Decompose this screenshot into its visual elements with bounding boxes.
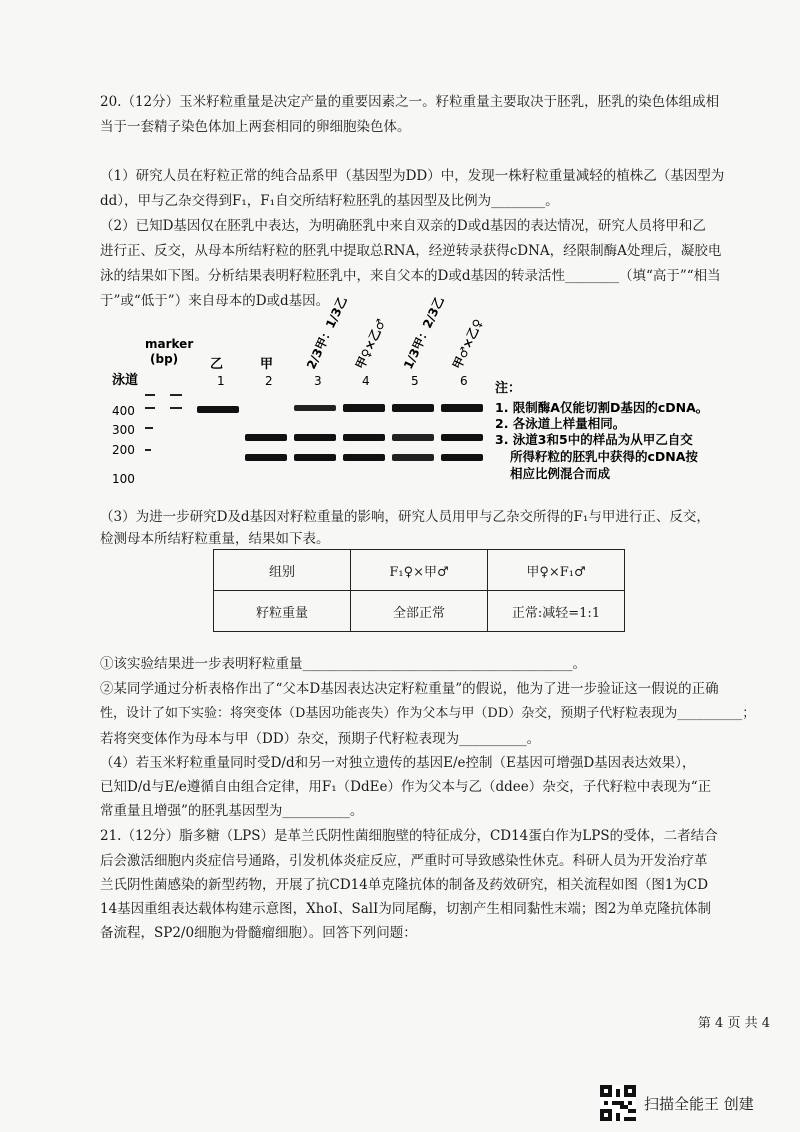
- lane-name-2: 甲: [260, 357, 274, 372]
- scanner-text: 扫描全能王 创建: [644, 1094, 754, 1113]
- marker-band: [145, 427, 153, 429]
- lane-number-1: 1: [217, 374, 225, 388]
- q20-line5: （2）已知D基因仅在胚乳中表达，为明确胚乳中来自双亲的D或d基因的表达情况，研究人员将甲和乙: [100, 218, 706, 234]
- gel-electrophoresis-figure: [100, 288, 740, 498]
- q21-line4: 14基因重组表达载体构建示意图，XhoI、SalI为同尾酶，切割产生相同黏性末端；图2为单克隆抗体制: [100, 901, 711, 917]
- size-400: 400: [112, 404, 135, 418]
- table-cell: 全部正常: [351, 591, 488, 632]
- marker-band: [145, 394, 155, 396]
- qr-code-icon: [600, 1085, 636, 1121]
- table-cell: 正常:减轻=1:1: [488, 591, 625, 632]
- gel-band: [294, 405, 336, 411]
- bp-label: (bp): [150, 352, 179, 366]
- scanner-watermark: [600, 1085, 754, 1121]
- gel-band: [245, 434, 287, 441]
- q20-line2: 当于一套精子染色体加上两套相同的卵细胞染色体。: [100, 119, 411, 135]
- table-header: 甲♀×F₁♂: [488, 550, 625, 591]
- gel-band: [245, 454, 287, 461]
- table-row: [214, 550, 625, 591]
- note-5: 相应比例混合而成: [510, 466, 611, 481]
- lane-number-6: 6: [460, 374, 468, 388]
- q20-line8: 于”或“低于”）来自母本的D或d基因。: [100, 293, 330, 309]
- table-header: F₁♀×甲♂: [351, 550, 488, 591]
- notes-title: 注：: [495, 381, 522, 396]
- lane-name-3: 2/3甲：1/3乙: [304, 294, 350, 372]
- marker-label: marker: [145, 337, 194, 351]
- marker-band: [170, 407, 182, 409]
- results-table: [213, 549, 625, 632]
- q21-line3: 兰氏阴性菌感染的新型药物，开展了抗CD14单克隆抗体的制备及药效研究，相关流程如图（图1为CD: [100, 877, 709, 893]
- marker-band: [145, 449, 151, 451]
- q20-line1: 20.（12分）玉米籽粒重量是决定产量的重要因素之一。籽粒重量主要取决于胚乳，胚乳的染色体组成相: [100, 94, 720, 110]
- q20-part3-line2: 检测母本所结籽粒重量，结果如下表。: [100, 531, 330, 547]
- table-row: [214, 591, 625, 632]
- table-row-label: 籽粒重量: [214, 591, 351, 632]
- gel-band: [441, 404, 483, 412]
- gel-band: [343, 404, 385, 412]
- lane-number-5: 5: [411, 374, 419, 388]
- note-3: 3. 泳道3和5中的样品为从甲乙自交: [495, 432, 693, 447]
- marker-band: [145, 407, 155, 409]
- q20-part3-item2-line2: 性，设计了如下实验：将突变体（D基因功能丧失）作为父本与甲（DD）杂交，预期子代籽粒表现为__________；: [100, 706, 756, 721]
- note-1: 1. 限制酶A仅能切割D基因的cDNA。: [495, 400, 709, 415]
- q20-part3-item1: ①该实验结果进一步表明籽粒重量________________________________________。: [100, 656, 586, 672]
- gel-band: [392, 404, 434, 412]
- q20-line6: 进行正、反交，从母本所结籽粒的胚乳中提取总RNA，经逆转录获得cDNA，经限制酶A处理后，凝胶电: [100, 243, 722, 259]
- gel-band: [294, 434, 336, 441]
- lane-number-4: 4: [362, 374, 370, 388]
- gel-band: [343, 434, 385, 441]
- q20-part4-line2: 已知D/d与E/e遵循自由组合定律，用F₁（DdEe）作为父本与乙（ddee）杂交，子代籽粒中表现为“正: [100, 779, 712, 795]
- gel-band: [294, 454, 336, 461]
- q20-line7: 泳的结果如下图。分析结果表明籽粒胚乳中，来自父本的D或d基因的转录活性________（填“高于”“相当: [100, 268, 721, 284]
- size-200: 200: [112, 443, 135, 457]
- page-number: 第 4 页 共 4: [697, 1016, 770, 1031]
- gel-band: [441, 454, 483, 461]
- marker-band: [170, 394, 182, 396]
- q21-line1: 21.（12分）脂多糖（LPS）是革兰氏阴性菌细胞壁的特征成分，CD14蛋白作为LPS的受体，二者结合: [100, 828, 718, 844]
- q20-part4-line1: （4）若玉米籽粒重量同时受D/d和另一对独立遗传的基因E/e控制（E基因可增强D基因表达效果），: [100, 755, 696, 771]
- gel-band: [343, 454, 385, 461]
- q20-part4-line3: 常重量且增强”的胚乳基因型为__________。: [100, 803, 364, 819]
- lane-number-3: 3: [314, 374, 322, 388]
- note-4: 所得籽粒的胚乳中获得的cDNA按: [510, 449, 698, 464]
- q21-line5: 备流程，SP2/0细胞为骨髓瘤细胞）。回答下列问题：: [100, 925, 417, 941]
- gel-band: [197, 406, 239, 413]
- lane-name-1: 乙: [210, 357, 224, 372]
- lane-number-2: 2: [265, 374, 273, 388]
- lane-name-6: 甲♂×乙♀: [450, 316, 486, 372]
- lane-name-5: 1/3甲：2/3乙: [401, 294, 447, 372]
- q20-line3: （1）研究人员在籽粒正常的纯合品系甲（基因型为DD）中，发现一株籽粒重量减轻的植株乙（基因型为: [100, 168, 725, 184]
- gel-band: [392, 454, 434, 461]
- gel-band: [441, 434, 483, 441]
- lane-name-4: 甲♀×乙♂: [353, 316, 389, 372]
- q20-line4: dd），甲与乙杂交得到F₁，F₁自交所结籽粒胚乳的基因型及比例为________。: [100, 193, 559, 209]
- q21-line2: 后会激活细胞内炎症信号通路，引发机体炎症反应，严重时可导致感染性休克。科研人员为开发治疗革: [100, 853, 708, 869]
- q20-part3-item2-line1: ②某同学通过分析表格作出了“父本D基因表达决定籽粒重量”的假说，他为了进一步验证这一假说的正确: [100, 681, 719, 697]
- note-2: 2. 各泳道上样量相同。: [495, 416, 626, 431]
- table-header: 组别: [214, 550, 351, 591]
- size-100: 100: [112, 472, 135, 486]
- size-300: 300: [112, 423, 135, 437]
- gel-band: [392, 434, 434, 441]
- q20-part3-item2-line3: 若将突变体作为母本与甲（DD）杂交，预期子代籽粒表现为__________。: [100, 731, 541, 747]
- q20-part3-line1: （3）为进一步研究D及d基因对籽粒重量的影响，研究人员用甲与乙杂交所得的F₁与甲进行正、反交，: [100, 509, 710, 525]
- lane-label: 泳道: [112, 373, 139, 388]
